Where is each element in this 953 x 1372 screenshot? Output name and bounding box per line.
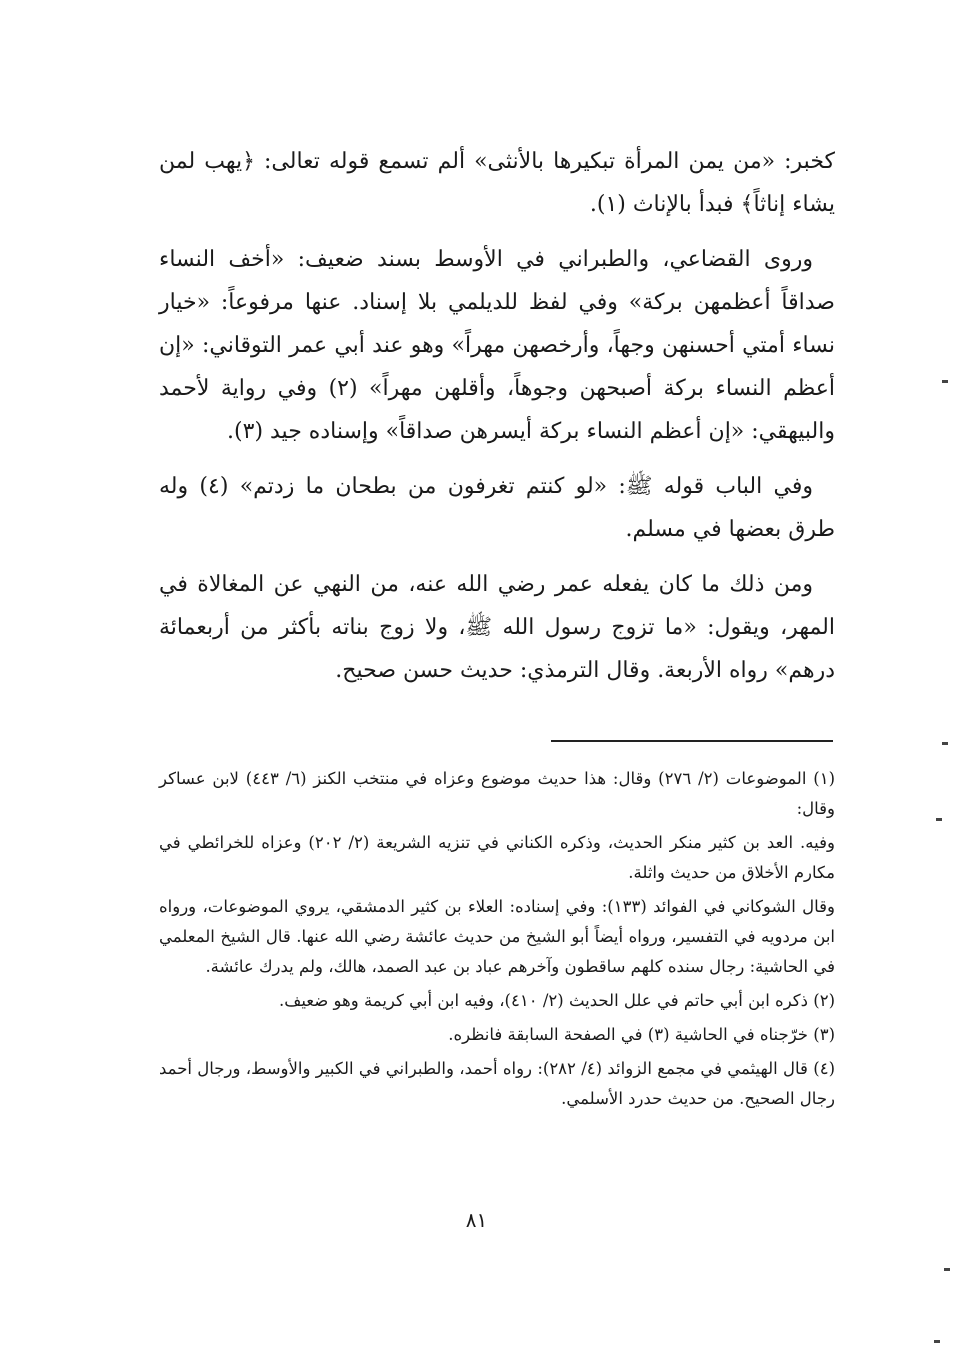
scan-mark xyxy=(942,742,948,745)
footnote-4: (٤) قال الهيثمي في مجمع الزوائد (٤/ ٢٨٢): رواه أحمد، والطبراني في الكبير والأوسط، ورجال أحمد رجال الصحيح. من حديث حدرد الأسلمي. xyxy=(159,1059,835,1108)
footnote-separator xyxy=(551,740,833,742)
scan-mark xyxy=(936,818,942,821)
paragraph-2: وروى القضاعي، والطبراني في الأوسط بسند ضعيف: «أخف النساء صداقاً أعظمهن بركة» وفي لفظ للديلمي بلا إسناد. عنها مرفوعاً: «خيار نساء أمتي أحسنهن وجهاً، وأرخصهن مهراً» وهو عند أبي عمر التوقاني: «إن أعظم النساء بركة أصبحهن وجوهاً، وأقلهن مهراً» (٢) وفي رواية لأحمد والبيهقي: «إن أعظم النساء بركة أيسرهن صداقاً» وإسناده جيد (٣). xyxy=(159,247,835,444)
paragraph-3: وفي الباب قوله ﷺ: «لو كنتم تغرفون من بطحان ما زدتم» (٤) وله طرق بعضها في مسلم. xyxy=(159,474,835,542)
page-number: ٨١ xyxy=(465,1208,488,1232)
footnote-1-continued-b: وقال الشوكاني في الفوائد (١٣٣): وفي إسناده: العلاء بن كثير الدمشقي، يروي الموضوعات، ورواه ابن مردويه في التفسير، ورواه أيضاً أبو الشيخ من حديث عائشة رضي الله عنها. قال الشيخ المعلمي في الحاشية: رجال سنده كلهم ساقطون وآخرهم عباد بن عبد الصمد، هالك، ولم يدرك عائشة. xyxy=(159,897,835,976)
footnote-1: (١) الموضوعات (٢/ ٢٧٦) وقال: هذا حديث موضوع وعزاه في منتخب الكنز (٦/ ٤٤٣) لابن عساكر وقال: xyxy=(159,769,835,818)
footnotes xyxy=(159,764,835,1118)
footnote-2: (٢) ذكره ابن أبي حاتم في علل الحديث (٢/ ٤١٠)، وفيه ابن أبي كريمة وهو ضعيف. xyxy=(279,991,835,1010)
scan-mark xyxy=(934,1340,940,1343)
footnote-3: (٣) خرّجناه في الحاشية (٣) في الصفحة السابقة فانظره. xyxy=(448,1025,835,1044)
footnote-1-continued-a: وفيه. العد بن كثير منكر الحديث، وذكره الكناني في تنزيه الشريعة (٢/ ٢٠٢) وعزاه للخرائطي في مكارم الأخلاق من حديث واثلة. xyxy=(159,833,835,882)
paragraph-1: كخبر: «من يمن المرأة تبكيرها بالأنثى» ألم تسمع قوله تعالى: ﴿يهب لمن يشاء إناثاً﴾ فبدأ بالإناث (١). xyxy=(159,149,835,217)
paragraph-4: ومن ذلك ما كان يفعله عمر رضي الله عنه، من النهي عن المغالاة في المهر، ويقول: «ما تزوج رسول الله ﷺ، ولا زوج بناته بأكثر من أربعمائة درهم» رواه الأربعة. وقال الترمذي: حديث حسن صحيح. xyxy=(159,572,835,683)
scan-mark xyxy=(944,1268,950,1271)
main-text xyxy=(159,140,835,704)
scan-mark xyxy=(942,380,948,383)
